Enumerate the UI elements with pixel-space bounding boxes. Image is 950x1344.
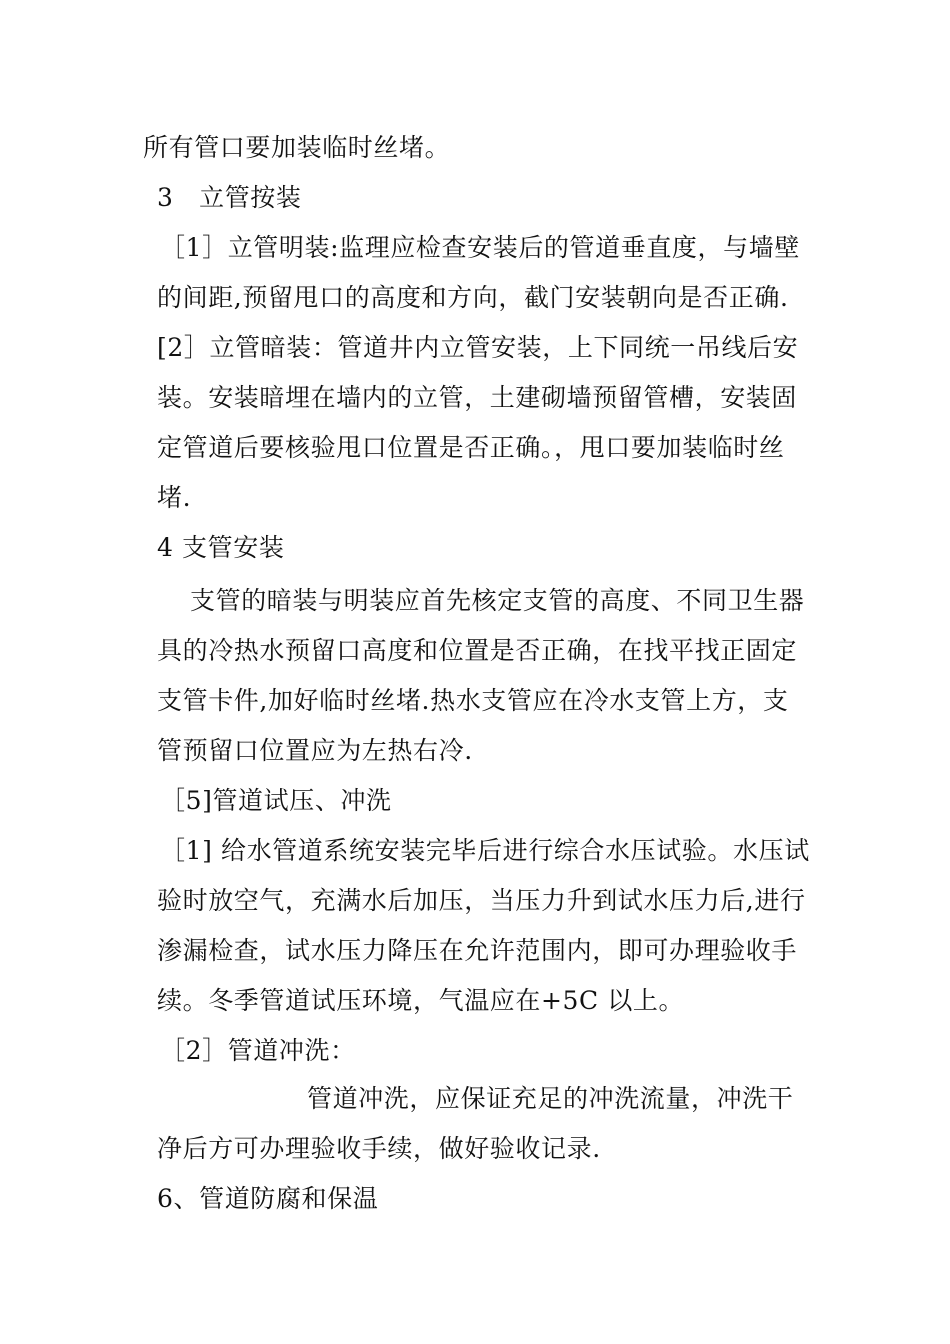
text-line-10: 支管的暗装与明装应首先核定支管的高度、不同卫生器 [190,586,805,615]
text-line-6: 装。安装暗埋在墙内的立管，土建砌墙预留管槽，安装固 [157,383,798,412]
text-line-5: [2］立管暗装：管道井内立管安装，上下同统一吊线后安 [157,333,799,362]
text-line-11: 具的冷热水预留口高度和位置是否正确，在找平找正固定 [157,636,798,665]
text-line-17: 渗漏检查，试水压力降压在允许范围内，即可办理验收手 [157,936,798,965]
text-line-18: 续。冬季管道试压环境，气温应在+5C 以上。 [157,986,685,1015]
text-line-13: 管预留口位置应为左热右冷. [157,736,473,765]
text-line-20: 管道冲洗，应保证充足的冲洗流量，冲洗干 [307,1084,794,1113]
subsection-heading-flushing: ［2］管道冲洗： [160,1036,356,1065]
section-heading-anticorrosion: 6、管道防腐和保温 [157,1184,379,1213]
text-line-1: 所有管口要加装临时丝堵。 [143,133,451,162]
text-line-3: ［1］立管明装:监理应检查安装后的管道垂直度，与墙壁 [160,233,800,262]
section-heading-riser-installation: 3 立管按装 [157,183,302,212]
text-line-8: 堵. [157,483,192,512]
text-line-4: 的间距,预留甩口的高度和方向，截门安装朝向是否正确. [157,283,789,312]
section-heading-branch-pipe: 4 支管安装 [157,533,285,562]
section-heading-pressure-test: ［5]管道试压、冲洗 [160,786,392,815]
text-line-15: ［1] 给水管道系统安装完毕后进行综合水压试验。水压试 [160,836,810,865]
text-line-7: 定管道后要核验甩口位置是否正确。，甩口要加装临时丝 [157,433,785,462]
text-line-12: 支管卡件,加好临时丝堵.热水支管应在冷水支管上方，支 [157,686,789,715]
text-line-16: 验时放空气，充满水后加压，当压力升到试水压力后,进行 [157,886,806,915]
text-line-21: 净后方可办理验收手续，做好验收记录. [157,1134,601,1163]
